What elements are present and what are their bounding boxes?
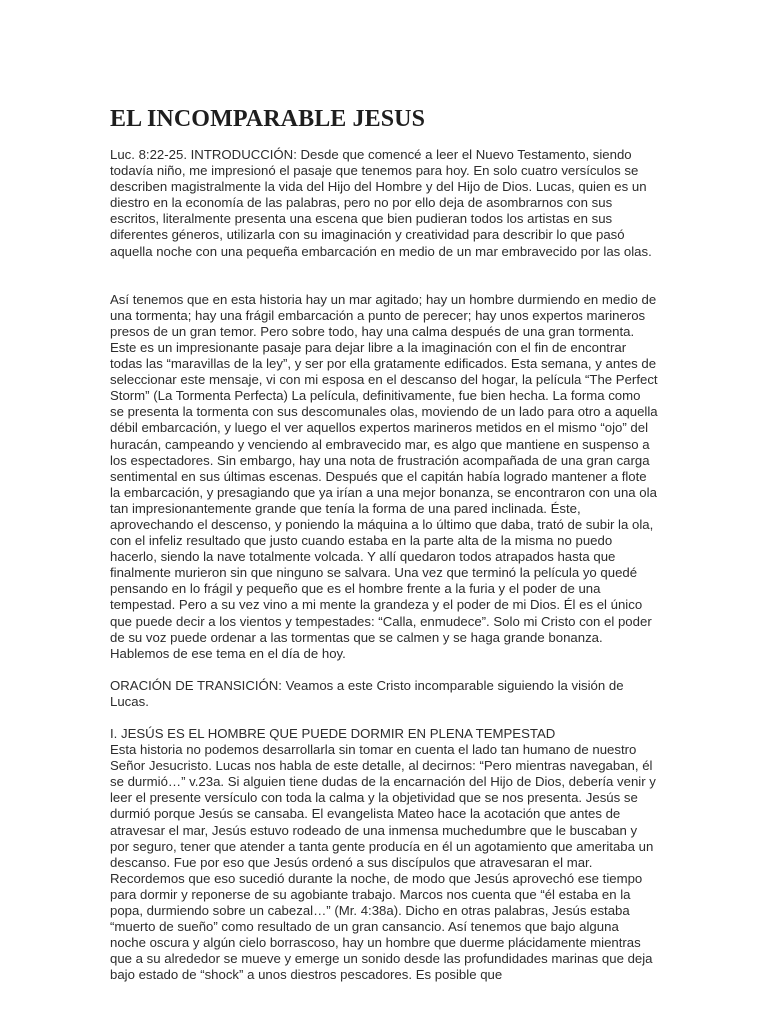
document-title: EL INCOMPARABLE JESUS [110, 106, 426, 132]
section-heading: I. JESÚS ES EL HOMBRE QUE PUEDE DORMIR EN PLENA TEMPESTAD [110, 726, 556, 741]
intro-paragraph: Luc. 8:22-25. INTRODUCCIÓN: Desde que comencé a leer el Nuevo Testamento, siendo todavía niño, me impresionó el pasaje que tenemos para hoy. En solo cuatro versículos se describen magistralmente la vida del Hijo del Hombre y del Hijo de Dios. Lucas, quien es un diestro en la economía de las palabras, pero no por ello deja de asombrarnos con sus escritos, literalmente presenta una escena que bien pudieran todos los artistas en sus diferentes géneros, utilizarla con su imaginación y creatividad para describir lo que pasó aquella noche con una pequeña embarcación en medio de un mar embravecido por las olas. [110, 147, 652, 259]
section-body-paragraph: Esta historia no podemos desarrollarla sin tomar en cuenta el lado tan humano de nuestro Señor Jesucristo. Lucas nos habla de este detalle, al decirnos: “Pero mientras navegaban, él se durmió…” v.23a. Si alguien tiene dudas de la encarnación del Hijo de Dios, debería venir y leer el presente versículo con toda la calma y la objetividad que se nos presenta. Jesús se durmió porque Jesús se cansaba. El evangelista Mateo hace la acotación que antes de atravesar el mar, Jesús estuvo rodeado de una inmensa muchedumbre que le buscaban y por seguro, tener que atender a tanta gente producía en él un agotamiento que ameritaba un descanso. Fue por eso que Jesús ordenó a sus discípulos que atravesaran el mar. Recordemos que eso sucedió durante la noche, de modo que Jesús aprovechó ese tiempo para dormir y reponerse de su agobiante trabajo. Marcos nos cuenta que “él estaba en la popa, durmiendo sobre un cabezal…” (Mr. 4:38a). Dicho en otras palabras, Jesús estaba “muerto de sueño” como resultado de un gran cansancio. Así tenemos que bajo alguna noche oscura y algún cielo borrascoso, hay un hombre que duerme plácidamente mientras que a su alrededor se mueve y emerge un sonido desde las profundidades marinas que deja bajo estado de “shock” a unos diestros pescadores. Es posible que [110, 742, 656, 983]
transition-paragraph: ORACIÓN DE TRANSICIÓN: Veamos a este Cristo incomparable siguiendo la visión de Lucas. [110, 677, 624, 709]
document-page [110, 104, 658, 984]
body-paragraph: Así tenemos que en esta historia hay un mar agitado; hay un hombre durmiendo en medio de una tormenta; hay una frágil embarcación a punto de perecer; hay unos expertos marineros presos de un gran temor. Pero sobre todo, hay una calma después de una gran tormenta. Este es un impresionante pasaje para dejar libre a la imaginación con el fin de encontrar todas las “maravillas de la ley”, y ser por ella gratamente edificados. Esta semana, y antes de seleccionar este mensaje, vi con mi esposa en el descanso del hogar, la película “The Perfect Storm” (La Tormenta Perfecta) La película, definitivamente, fue bien hecha. La forma como se presenta la tormenta con sus descomunales olas, moviendo de un lado para otro a aquella débil embarcación, y luego el ver aquellos expertos marineros metidos en el mismo “ojo” del huracán, campeando y venciendo al embravecido mar, es algo que mantiene en suspenso a los espectadores. Sin embargo, hay una nota de frustración acompañada de una gran carga sentimental en sus últimas escenas. Después que el capitán había logrado mantener a flote la embarcación, y presagiando que ya irían a una mejor bonanza, se encontraron con una ola tan impresionantemente grande que tenía la forma de una pared inclinada. Éste, aprovechando el descenso, y poniendo la máquina a lo último que daba, trató de subir la ola, con el infeliz resultado que justo cuando estaba en la parte alta de la misma no puedo hacerlo, siendo la nave totalmente volcada. Y allí quedaron todos atrapados hasta que finalmente murieron sin que ninguno se salvara. Una vez que terminó la película yo quedé pensando en lo frágil y pequeño que es el hombre frente a la furia y el poder de una tempestad. Pero a su vez vino a mi mente la grandeza y el poder de mi Dios. Él es el único que puede decir a los vientos y tempestades: “Calla, enmudece”. Solo mi Cristo con el poder de su voz puede ordenar a las tormentas que se calmen y se haga grande bonanza. Hablemos de ese tema en el día de hoy. [110, 291, 658, 661]
